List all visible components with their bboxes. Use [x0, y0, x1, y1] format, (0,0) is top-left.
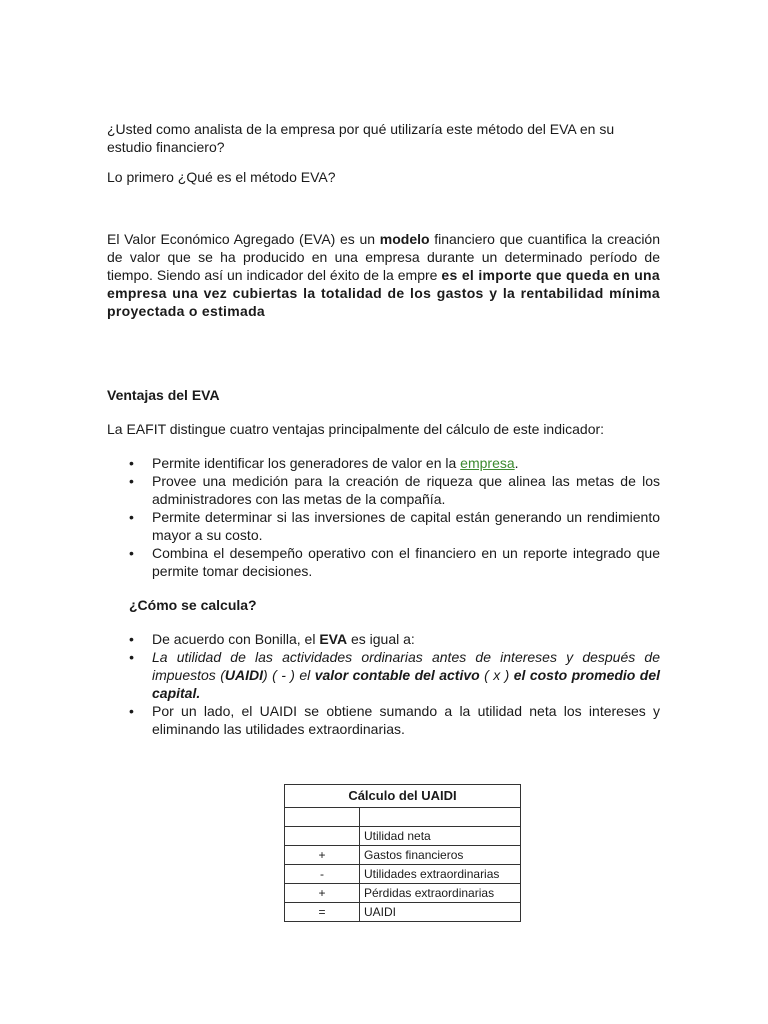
table-item-cell: UAIDI	[360, 903, 521, 922]
ventaja-text: Provee una medición para la creación de riqueza que alinea las metas de los administradores con las metas de la compañía.	[152, 473, 660, 507]
bullet-icon: •	[129, 703, 134, 719]
table-sym-cell: -	[285, 865, 360, 884]
table-sym-cell	[285, 827, 360, 846]
table-item-cell: Pérdidas extraordinarias	[360, 884, 521, 903]
bullet-icon: •	[129, 473, 134, 489]
table-sym-cell: =	[285, 903, 360, 922]
table-header-row	[285, 785, 521, 808]
definition-text-1: El Valor Económico Agregado (EVA) es un	[107, 231, 380, 247]
calculo-text: De acuerdo con Bonilla, el	[152, 631, 320, 647]
bullet-icon: •	[129, 631, 134, 647]
bullet-icon: •	[129, 649, 134, 665]
ventaja-text: Permite identificar los generadores de valor en la	[152, 455, 461, 471]
ventaja-text: Permite determinar si las inversiones de capital están generando un rendimiento mayor a su costo.	[152, 509, 660, 543]
table-row	[285, 884, 521, 903]
list-item	[107, 472, 660, 508]
list-item	[107, 508, 660, 544]
formula-uaidi: UAIDI	[224, 667, 264, 683]
calculo-text: Por un lado, el UAIDI se obtiene sumando a la utilidad neta los intereses y eliminando las utilidades extraordinarias.	[152, 703, 660, 737]
ventajas-intro: La EAFIT distingue cuatro ventajas principalmente del cálculo de este indicador:	[107, 421, 605, 437]
list-item	[107, 630, 660, 648]
formula-text-a: La utilidad de las actividades ordinarias antes de intereses y después de impuestos (	[152, 649, 660, 683]
ventajas-heading: Ventajas del EVA	[107, 387, 220, 403]
table-sym-cell: +	[285, 884, 360, 903]
ventajas-list	[107, 454, 660, 580]
list-item	[107, 648, 660, 702]
calculo-bold-eva: EVA	[319, 631, 348, 647]
formula-costo-promedio: el costo promedio del capital.	[152, 667, 661, 701]
definition-bold-modelo: modelo	[379, 231, 430, 247]
formula-text-e: ( x )	[479, 667, 514, 683]
calculo-text-end: es igual a:	[347, 631, 415, 647]
ventaja-text-end: .	[514, 455, 519, 471]
document-body	[107, 120, 660, 766]
como-se-calcula-heading: ¿Cómo se calcula?	[129, 597, 257, 613]
list-item	[107, 702, 660, 738]
ventaja-text: Combina el desempeño operativo con el financiero en un reporte integrado que permite tomar decisiones.	[152, 545, 660, 579]
definition-bold-importe: es el importe que queda en una empresa una vez cubiertas la totalidad de los gastos y la rentabilidad mínima proyectada o estimada	[107, 267, 660, 319]
list-item	[107, 544, 660, 580]
bullet-icon: •	[129, 545, 134, 561]
table-sym-cell	[285, 808, 360, 827]
eva-definition-paragraph	[107, 230, 660, 320]
question-what-is-eva: Lo primero ¿Qué es el método EVA?	[107, 169, 336, 185]
table-row	[285, 903, 521, 922]
table-item-cell: Utilidades extraordinarias	[360, 865, 521, 884]
uaidi-table	[284, 784, 521, 922]
table-row	[285, 827, 521, 846]
bullet-icon: •	[129, 455, 134, 471]
table-sym-cell: +	[285, 846, 360, 865]
table-item-cell	[360, 808, 521, 827]
formula-text-c: ) ( - ) el	[263, 667, 315, 683]
table-title: Cálculo del UAIDI	[285, 785, 521, 808]
table-item-cell: Utilidad neta	[360, 827, 521, 846]
list-item	[107, 454, 660, 472]
uaidi-table-container	[284, 784, 521, 922]
table-row	[285, 865, 521, 884]
table-item-cell: Gastos financieros	[360, 846, 521, 865]
bullet-icon: •	[129, 509, 134, 525]
table-row	[285, 846, 521, 865]
definition-text-2: financiero que cuantifica la creación de valor que se ha producido en una empresa durante un determinado período de tiempo. Siendo así un indicador del éxito de la empre	[107, 231, 660, 283]
table-row	[285, 808, 521, 827]
calculo-list	[107, 630, 660, 738]
question-eva-usage: ¿Usted como analista de la empresa por qué utilizaría este método del EVA en su estudio financiero?	[107, 121, 615, 155]
formula-valor-contable: valor contable del activo	[314, 667, 480, 683]
empresa-link[interactable]: empresa	[460, 455, 515, 471]
